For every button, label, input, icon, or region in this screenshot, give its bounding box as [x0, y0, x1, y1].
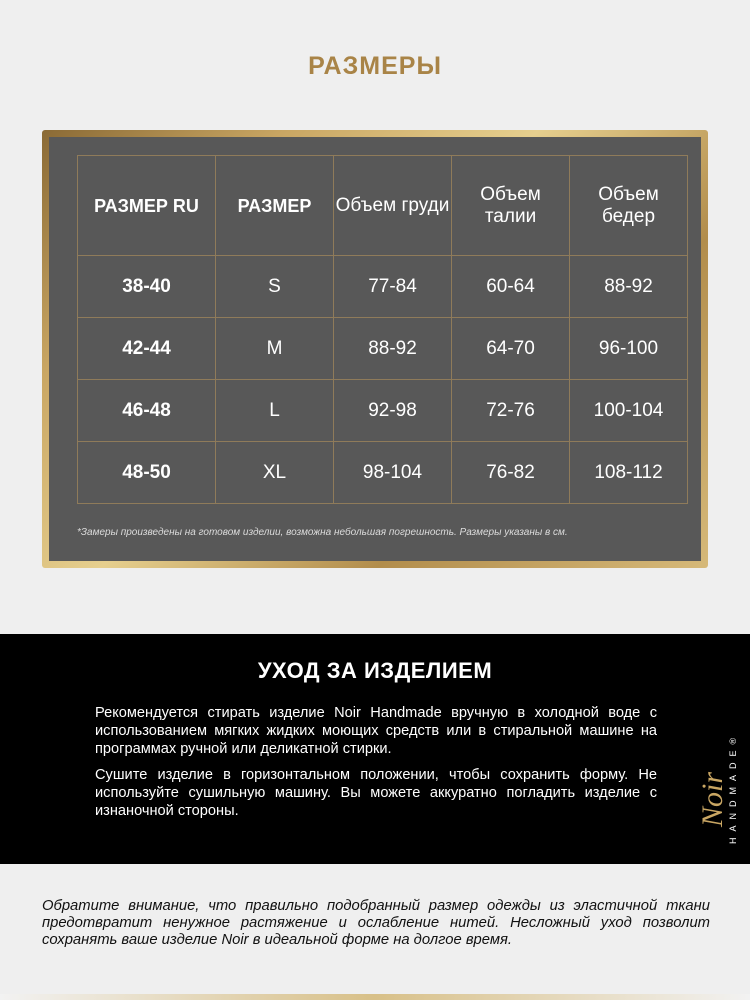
- svg-text:Noir: Noir: [696, 771, 729, 827]
- table-row: [78, 256, 688, 318]
- cell-size: M: [216, 318, 334, 380]
- size-table: [77, 155, 688, 504]
- cell-hips: 96-100: [570, 318, 688, 380]
- cell-waist: 72-76: [452, 380, 570, 442]
- header-size-ru: РАЗМЕР RU: [78, 156, 216, 256]
- care-paragraph-wash: Рекомендуется стирать изделие Noir Handmade вручную в холодной воде с использованием мягких жидких моющих средств или в стиральной машине на программах ручной или деликатной стирки.: [95, 705, 657, 757]
- cell-size-ru: 48-50: [78, 442, 216, 504]
- cell-waist: 76-82: [452, 442, 570, 504]
- table-header-row: [78, 156, 688, 256]
- table-row: [78, 380, 688, 442]
- cell-chest: 98-104: [334, 442, 452, 504]
- cell-waist: 64-70: [452, 318, 570, 380]
- cell-size-ru: 38-40: [78, 256, 216, 318]
- measurement-footnote: *Замеры произведены на готовом изделии, возможна небольшая погрешность. Размеры указаны в см.: [77, 527, 568, 538]
- header-hips: Объем бедер: [570, 156, 688, 256]
- table-row: [78, 318, 688, 380]
- care-paragraph-dry: Сушите изделие в горизонтальном положении, чтобы сохранить форму. Не используйте сушильную машину. Вы можете аккуратно погладить изделие с изнаночной стороны.: [95, 767, 657, 819]
- fit-note: Обратите внимание, что правильно подобранный размер одежды из эластичной ткани предотвратит ненужное растяжение и ослабление нитей. Несложный уход позволит сохранять ваше изделие Noir в идеальной форме на долгое время.: [42, 898, 710, 948]
- table-row: [78, 442, 688, 504]
- header-size: РАЗМЕР: [216, 156, 334, 256]
- cell-chest: 77-84: [334, 256, 452, 318]
- cell-hips: 108-112: [570, 442, 688, 504]
- cell-size: L: [216, 380, 334, 442]
- handmade-vertical-text: HANDMADE®: [728, 731, 738, 844]
- cell-chest: 88-92: [334, 318, 452, 380]
- size-chart-frame: [42, 130, 708, 568]
- gold-bottom-strip: [0, 994, 750, 1000]
- care-section: [0, 634, 750, 864]
- cell-chest: 92-98: [334, 380, 452, 442]
- cell-size-ru: 46-48: [78, 380, 216, 442]
- header-chest: Объем груди: [334, 156, 452, 256]
- header-waist: Объем талии: [452, 156, 570, 256]
- care-title: УХОД ЗА ИЗДЕЛИЕМ: [257, 658, 493, 683]
- cell-size: S: [216, 256, 334, 318]
- cell-waist: 60-64: [452, 256, 570, 318]
- cell-size-ru: 42-44: [78, 318, 216, 380]
- cell-size: XL: [216, 442, 334, 504]
- cell-hips: 88-92: [570, 256, 688, 318]
- size-chart-panel: [49, 137, 701, 561]
- noir-logo-icon: [696, 722, 730, 832]
- sizes-title: РАЗМЕРЫ: [308, 52, 442, 80]
- cell-hips: 100-104: [570, 380, 688, 442]
